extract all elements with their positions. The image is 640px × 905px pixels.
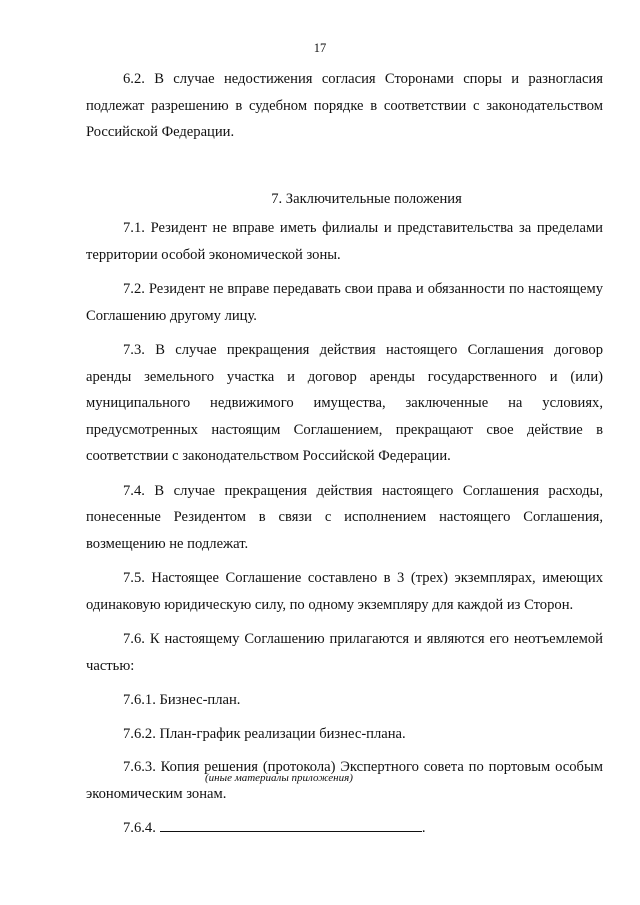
document-body	[86, 66, 603, 849]
paragraph-7-4: 7.4. В случае прекращения действия настоящего Соглашения расходы, понесенные Резидентом в связи с исполнением настоящего Соглашения, возмещению не подлежат.	[86, 482, 603, 552]
paragraph-7-1: 7.1. Резидент не вправе иметь филиалы и представительства за пределами территории особой экономической зоны.	[86, 220, 603, 263]
paragraph-7-2: 7.2. Резидент не вправе передавать свои права и обязанности по настоящему Соглашению другому лицу.	[86, 281, 603, 324]
blank-fill-line	[160, 816, 422, 832]
paragraph-6-2: 6.2. В случае недостижения согласия Сторонами споры и разногласия подлежат разрешению в судебном порядке в соответствии с законодательством Российской Федерации.	[86, 71, 603, 140]
paragraph-7-6-2: 7.6.2. План-график реализации бизнес-плана.	[123, 725, 406, 742]
paragraph-7-6-4	[86, 815, 603, 842]
item-7-6-4-label: 7.6.4.	[123, 820, 156, 836]
paragraph-7-5: 7.5. Настоящее Соглашение составлено в 3 (трех) экземплярах, имеющих одинаковую юридическую силу, по одному экземпляру для каждой из Сторон.	[86, 570, 603, 613]
paragraph-7-3: 7.3. В случае прекращения действия настоящего Соглашения договор аренды земельного участка и договор аренды государственного и (или) муниципального недвижимого имущества, заключенные на условиях, предусмотренных настоящим Соглашением, прекращают свое действие в соответствии с законодательством Российской Федерации.	[86, 342, 603, 464]
page-number: 17	[313, 41, 327, 55]
blank-line-caption: (иные материалы приложения)	[205, 772, 353, 784]
item-7-6-4-end: .	[421, 820, 426, 836]
paragraph-7-6-3: 7.6.3. Копия решения (протокола) Экспертного совета по портовым особым экономическим зонам.	[86, 759, 603, 802]
paragraph-7-6: 7.6. К настоящему Соглашению прилагаются и являются его неотъемлемой частью:	[86, 631, 603, 674]
section-title: 7. Заключительные положения	[271, 190, 462, 207]
paragraph-7-6-1: 7.6.1. Бизнес-план.	[123, 692, 241, 708]
